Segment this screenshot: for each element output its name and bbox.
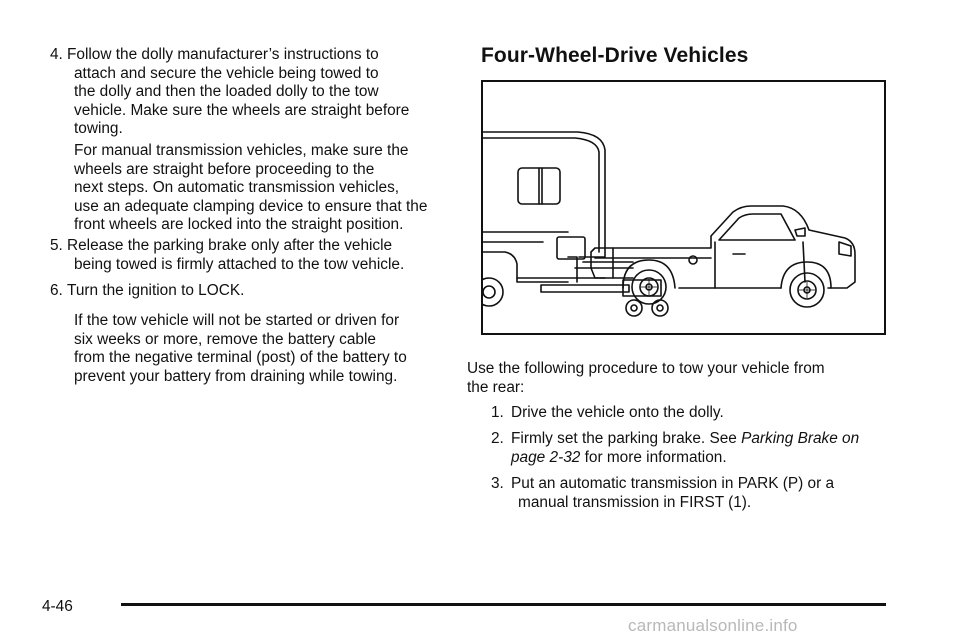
intro-line: the rear: xyxy=(467,378,525,396)
step-6-line: Turn the ignition to LOCK. xyxy=(67,282,245,299)
towing-diagram xyxy=(483,82,884,333)
step-4-line: towing. xyxy=(74,120,123,137)
tow-bar xyxy=(541,285,629,292)
step-4-line: vehicle. Make sure the wheels are straight before xyxy=(74,101,410,119)
section-title: Four-Wheel-Drive Vehicles xyxy=(481,44,749,67)
tow-vehicle-outline xyxy=(483,132,605,257)
step-4 xyxy=(50,46,460,139)
note-line: For manual transmission vehicles, make sure the xyxy=(74,142,409,159)
truck-window xyxy=(719,214,795,240)
note-line: six weeks or more, remove the battery cable xyxy=(74,330,376,348)
step-6 xyxy=(50,282,460,301)
step-5-line: being towed is firmly attached to the tow vehicle. xyxy=(74,255,405,273)
step-4-line: attach and secure the vehicle being towed to xyxy=(74,64,379,82)
step-number: 6. xyxy=(50,282,63,299)
note-line: from the negative terminal (post) of the battery to xyxy=(74,349,407,366)
note-line: prevent your battery from draining while towing. xyxy=(74,367,398,385)
step-3-line: manual transmission in FIRST (1). xyxy=(518,493,752,511)
manual-transmission-note xyxy=(74,142,464,235)
note-line: If the tow vehicle will not be started or driven for xyxy=(74,312,400,329)
tow-vehicle-wheel xyxy=(483,278,503,306)
towing-illustration xyxy=(481,80,886,335)
rear-step-3 xyxy=(491,475,901,512)
step-text: Drive the vehicle onto the dolly. xyxy=(511,404,724,421)
note-line: next steps. On automatic transmission vehicles, xyxy=(74,179,400,196)
note-line: use an adequate clamping device to ensure that the xyxy=(74,197,428,215)
step-5 xyxy=(50,237,460,274)
step-number: 5. xyxy=(50,237,63,254)
footer-rule xyxy=(121,603,886,606)
battery-note xyxy=(74,312,464,386)
watermark: carmanualsonline.info xyxy=(628,616,798,635)
parking-brake-reference[interactable]: Parking Brake on xyxy=(741,430,860,447)
step-number: 1. xyxy=(491,404,504,421)
step-number: 2. xyxy=(491,430,504,447)
procedure-intro xyxy=(467,360,897,397)
page-number: 4-46 xyxy=(42,598,73,615)
step-number: 4. xyxy=(50,46,63,63)
step-4-line: Follow the dolly manufacturer’s instructions to xyxy=(67,46,379,63)
step-5-line: Release the parking brake only after the vehicle xyxy=(67,237,393,254)
step-text: Firmly set the parking brake. See xyxy=(511,430,742,447)
step-number: 3. xyxy=(491,475,504,492)
note-line: wheels are straight before proceeding to the xyxy=(74,160,375,178)
step-4-line: the dolly and then the loaded dolly to the tow xyxy=(74,83,379,100)
rear-step-1 xyxy=(491,404,901,423)
step-3-line: Put an automatic transmission in PARK (P) or a xyxy=(511,475,835,492)
step-text: for more information. xyxy=(580,448,727,466)
note-line: front wheels are locked into the straight position. xyxy=(74,216,404,233)
intro-line: Use the following procedure to tow your vehicle from xyxy=(467,360,825,377)
rear-step-2 xyxy=(491,430,901,467)
page-reference[interactable]: page 2-32 xyxy=(511,448,581,466)
